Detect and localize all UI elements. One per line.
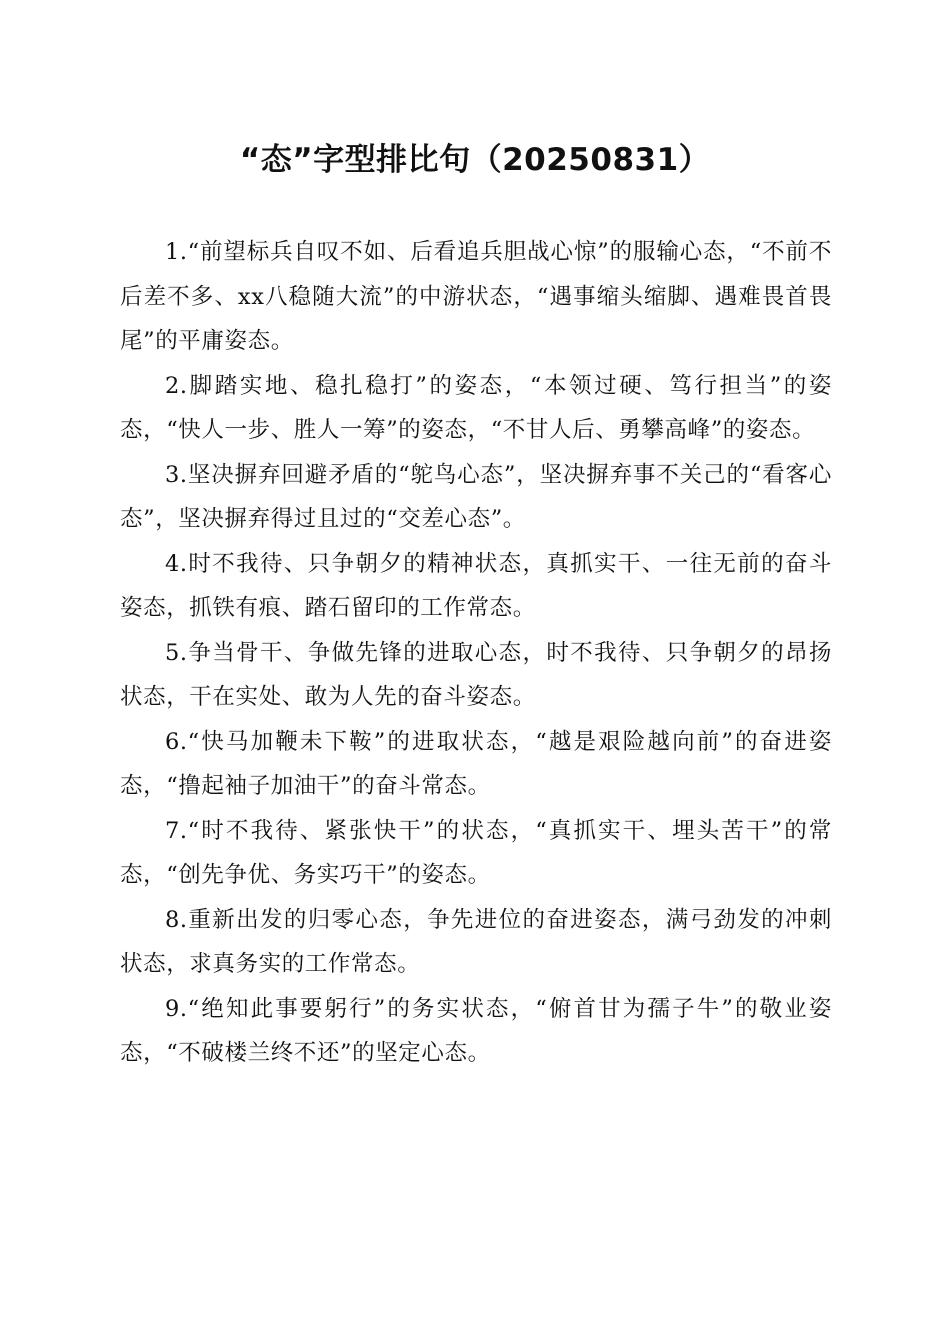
paragraph-3: 3.坚决摒弃回避矛盾的“鸵鸟心态”，坚决摒弃事不关己的“看客心态”，坚决摒弃得过且过的“交差心态”。 bbox=[120, 461, 832, 532]
paragraph-9: 9.“绝知此事要躬行”的务实状态，“俯首甘为孺子牛”的敬业姿态，“不破楼兰终不还”的坚定心态。 bbox=[120, 995, 832, 1066]
paragraph-4: 4.时不我待、只争朝夕的精神状态，真抓实干、一往无前的奋斗姿态，抓铁有痕、踏石留印的工作常态。 bbox=[120, 550, 832, 621]
paragraph-6: 6.“快马加鞭未下鞍”的进取状态，“越是艰险越向前”的奋进姿态，“撸起袖子加油干”的奋斗常态。 bbox=[120, 728, 832, 799]
paragraph-2: 2.脚踏实地、稳扎稳打”的姿态，“本领过硬、笃行担当”的姿态，“快人一步、胜人一筹”的姿态，“不甘人后、勇攀高峰”的姿态。 bbox=[120, 372, 832, 443]
document-body bbox=[120, 230, 832, 1076]
paragraph-8: 8.重新出发的归零心态，争先进位的奋进姿态，满弓劲发的冲刺状态，求真务实的工作常态。 bbox=[120, 906, 832, 977]
document-title: “态”字型排比句（20250831） bbox=[239, 142, 711, 178]
paragraph-1: 1.“前望标兵自叹不如、后看追兵胆战心惊”的服输心态，“不前不后差不多、xx八稳随大流”的中游状态，“遇事缩头缩脚、遇难畏首畏尾”的平庸姿态。 bbox=[120, 239, 832, 354]
paragraph-5: 5.争当骨干、争做先锋的进取心态，时不我待、只争朝夕的昂扬状态，干在实处、敢为人先的奋斗姿态。 bbox=[120, 639, 832, 710]
paragraph-7: 7.“时不我待、紧张快干”的状态，“真抓实干、埋头苦干”的常态，“创先争优、务实巧干”的姿态。 bbox=[120, 817, 832, 888]
